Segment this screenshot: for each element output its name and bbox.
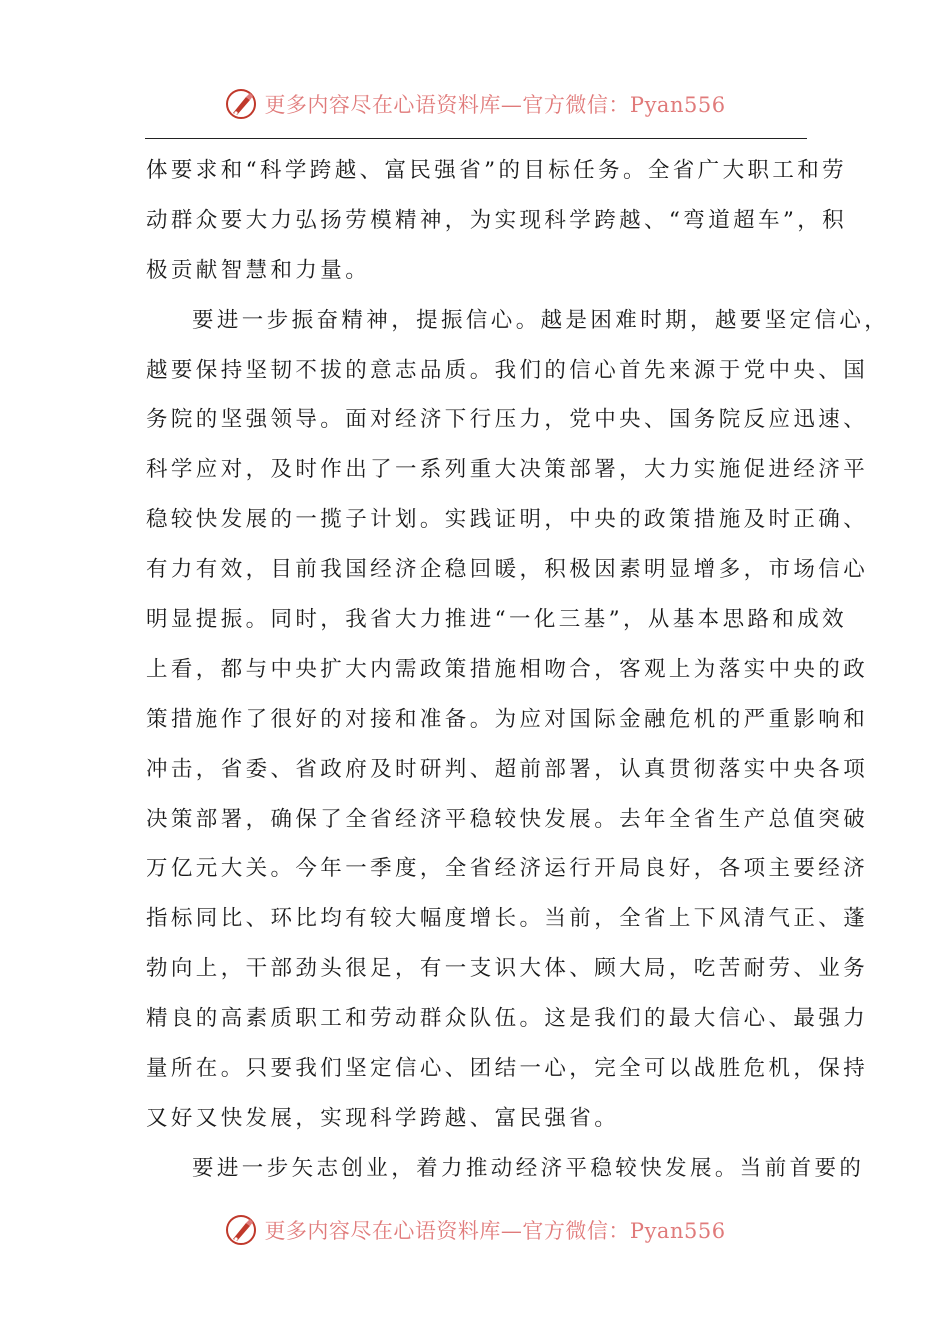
text-line: 精良的高素质职工和劳动群众队伍。这是我们的最大信心、最强力 (146, 1006, 869, 1032)
text-line: 量所在。只要我们坚定信心、团结一心，完全可以战胜危机，保持 (146, 1056, 869, 1082)
footer-banner (0, 1210, 950, 1250)
text-line: 极贡献智慧和力量。 (146, 257, 371, 283)
text-line: 冲击，省委、省政府及时研判、超前部署，认真贯彻落实中央各项 (146, 756, 869, 782)
text-line: 上看，都与中央扩大内需政策措施相吻合，客观上为落实中央的政 (146, 656, 869, 682)
text-line: 务院的坚强领导。面对经济下行压力，党中央、国务院反应迅速、 (146, 407, 869, 433)
header-banner-text: 更多内容尽在心语资料库—官方微信：Pyan556 (264, 93, 726, 117)
text-line: 动群众要大力弘扬劳模精神，为实现科学跨越、“弯道超车”，积 (146, 207, 848, 233)
text-line: 指标同比、环比均有较大幅度增长。当前，全省上下风清气正、蓬 (146, 906, 869, 932)
text-line: 越要保持坚韧不拔的意志品质。我们的信心首先来源于党中央、国 (146, 357, 869, 383)
pen-nib-logo-icon (224, 87, 258, 121)
text-line: 又好又快发展，实现科学跨越、富民强省。 (146, 1105, 620, 1131)
header-banner (0, 84, 950, 124)
footer-banner-text: 更多内容尽在心语资料库—官方微信：Pyan556 (264, 1219, 726, 1243)
text-line: 有力有效，目前我国经济企稳回暖，积极因素明显增多，市场信心 (146, 557, 869, 583)
header-divider (145, 138, 807, 139)
text-line: 稳较快发展的一揽子计划。实践证明，中央的政策措施及时正确、 (146, 507, 869, 533)
paragraph-start-line: 要进一步矢志创业，着力推动经济平稳较快发展。当前首要的 (192, 1155, 865, 1181)
text-line: 体要求和“科学跨越、富民强省”的目标任务。全省广大职工和劳 (146, 158, 848, 183)
text-line: 明显提振。同时，我省大力推进“一化三基”，从基本思路和成效 (146, 607, 848, 633)
text-line: 勃向上，干部劲头很足，有一支识大体、顾大局，吃苦耐劳、业务 (146, 956, 869, 982)
document-body (146, 146, 890, 1194)
pen-nib-logo-icon (224, 1213, 258, 1247)
paragraph-start-line: 要进一步振奋精神，提振信心。越是困难时期，越要坚定信心， (192, 307, 890, 333)
text-line: 科学应对，及时作出了一系列重大决策部署，大力实施促进经济平 (146, 457, 869, 483)
text-line: 决策部署，确保了全省经济平稳较快发展。去年全省生产总值突破 (146, 806, 869, 832)
text-line: 万亿元大关。今年一季度，全省经济运行开局良好，各项主要经济 (146, 856, 869, 882)
text-line: 策措施作了很好的对接和准备。为应对国际金融危机的严重影响和 (146, 706, 869, 732)
